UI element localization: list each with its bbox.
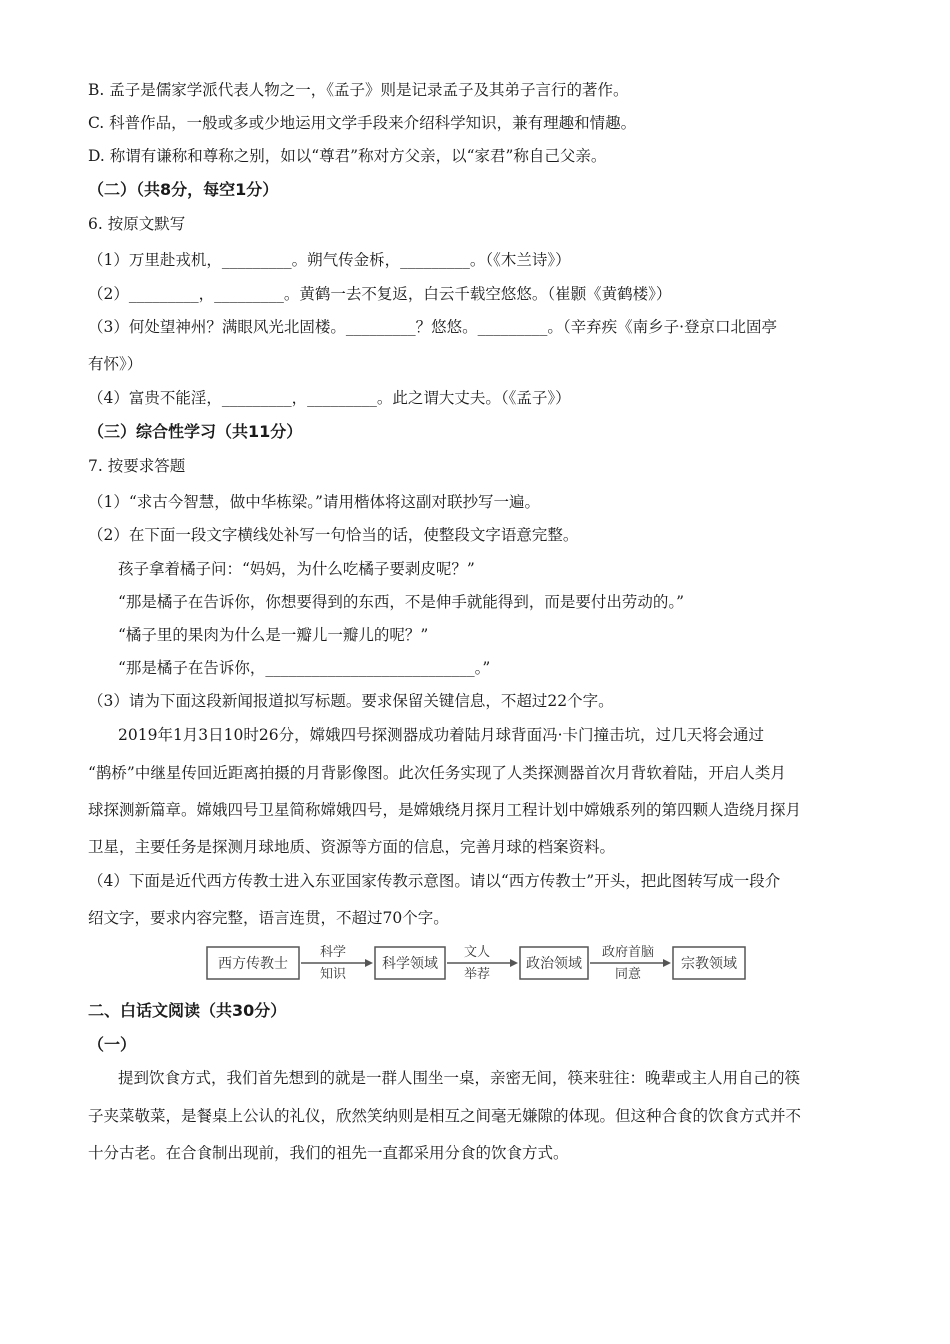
q7-item-4: （4）下面是近代西方传教士进入东亚国家传教示意图。请以“西方传教士”开头，把此图转写成一段介 <box>88 872 781 890</box>
flow-arrow-1 <box>301 944 373 982</box>
reading-1-heading: （一） <box>88 1035 137 1054</box>
flow-box-missionary-label: 西方传教士 <box>218 956 288 972</box>
missionary-flow-diagram <box>205 938 750 984</box>
option-b: B. 孟子是儒家学派代表人物之一，《孟子》则是记录孟子及其弟子言行的著作。 <box>88 81 629 99</box>
section-heading-3: （三）综合性学习（共11分） <box>88 422 303 441</box>
q7-item-2: （2）在下面一段文字横线处补写一句恰当的话，使整段文字语意完整。 <box>88 526 579 544</box>
q6-item-3-cont: 有怀》） <box>88 355 143 373</box>
passage-line-3: 十分古老。在合食制出现前，我们的祖先一直都采用分食的饮食方式。 <box>88 1144 569 1162</box>
flow-arrow-1-top: 科学 <box>319 945 347 960</box>
flow-box-science-label: 科学领域 <box>382 956 438 972</box>
flow-arrow-2 <box>447 945 518 982</box>
part-two-heading: 二、白话文阅读（共30分） <box>88 1001 287 1020</box>
question-6-title: 6. 按原文默写 <box>88 215 186 233</box>
news-line-3: 球探测新篇章。嫦娥四号卫星简称嫦娥四号，是嫦娥绕月探月工程计划中嫦娥系列的第四颗人造绕月探月 <box>88 801 802 819</box>
flow-arrow-3 <box>590 945 671 982</box>
flow-arrow-2-top: 文人 <box>463 945 491 960</box>
question-7-title: 7. 按要求答题 <box>88 457 186 475</box>
flow-arrow-3-bottom: 同意 <box>614 967 642 982</box>
passage-line-1: 提到饮食方式，我们首先想到的就是一群人围坐一桌，亲密无间，筷来驻往：晚辈或主人用自己的筷 <box>118 1069 801 1087</box>
news-line-1: 2019年1月3日10时26分，嫦娥四号探测器成功着陆月球背面冯·卡门撞击坑，过几天将会通过 <box>118 726 765 744</box>
q7-item-4-cont: 绍文字，要求内容完整，语言连贯，不超过70个字。 <box>88 909 449 927</box>
dialog-line-4: “那是橘子在告诉你，___________________________。” <box>118 659 491 677</box>
passage-line-2: 子夹菜敬菜，是餐桌上公认的礼仪，欣然笑纳则是相互之间毫无嫌隙的体现。但这种合食的饮食方式并不 <box>88 1107 802 1125</box>
flow-box-science <box>375 947 445 979</box>
flow-box-politics <box>520 947 588 979</box>
flow-arrow-1-bottom: 知识 <box>319 967 347 982</box>
dialog-line-1: 孩子拿着橘子问：“妈妈，为什么吃橘子要剥皮呢？” <box>118 560 475 578</box>
flow-box-religion-label: 宗教领域 <box>681 956 737 972</box>
q6-item-1: （1）万里赴戎机，_________。朔气传金柝，_________。（《木兰诗》） <box>88 251 571 269</box>
q6-item-4: （4）富贵不能淫，_________，_________。此之谓大丈夫。（《孟子》） <box>88 389 571 407</box>
flow-box-missionary <box>207 947 299 979</box>
option-c: C. 科普作品，一般或多或少地运用文学手段来介绍科学知识，兼有理趣和情趣。 <box>88 114 637 132</box>
flow-box-politics-label: 政治领域 <box>526 956 582 972</box>
section-heading-2: （二）（共8分，每空1分） <box>88 180 279 199</box>
news-line-4: 卫星，主要任务是探测月球地质、资源等方面的信息，完善月球的档案资料。 <box>88 838 616 856</box>
dialog-line-3: “橘子里的果肉为什么是一瓣儿一瓣儿的呢？” <box>118 626 429 644</box>
dialog-line-2: “那是橘子在告诉你，你想要得到的东西，不是伸手就能得到，而是要付出劳动的。” <box>118 593 685 611</box>
option-d: D. 称谓有谦称和尊称之别，如以“尊君”称对方父亲，以“家君”称自己父亲。 <box>88 147 607 165</box>
q7-item-1: （1）“求古今智慧，做中华栋梁。”请用楷体将这副对联抄写一遍。 <box>88 493 540 511</box>
flow-arrow-2-bottom: 举荐 <box>463 967 491 982</box>
flow-arrow-3-top: 政府首脑 <box>601 945 655 960</box>
q6-item-3: （3）何处望神州？满眼风光北固楼。_________？悠悠。_________。（辛弃疾《南乡子·登京口北固亭 <box>88 318 778 336</box>
flow-box-religion <box>673 947 745 979</box>
q6-item-2: （2）_________，_________。黄鹤一去不复返，白云千载空悠悠。（崔颢《黄鹤楼》） <box>88 285 672 303</box>
q7-item-3: （3）请为下面这段新闻报道拟写标题。要求保留关键信息，不超过22个字。 <box>88 692 614 710</box>
news-line-2: “鹊桥”中继星传回近距离拍摄的月背影像图。此次任务实现了人类探测器首次月背软着陆，开启人类月 <box>88 764 786 782</box>
